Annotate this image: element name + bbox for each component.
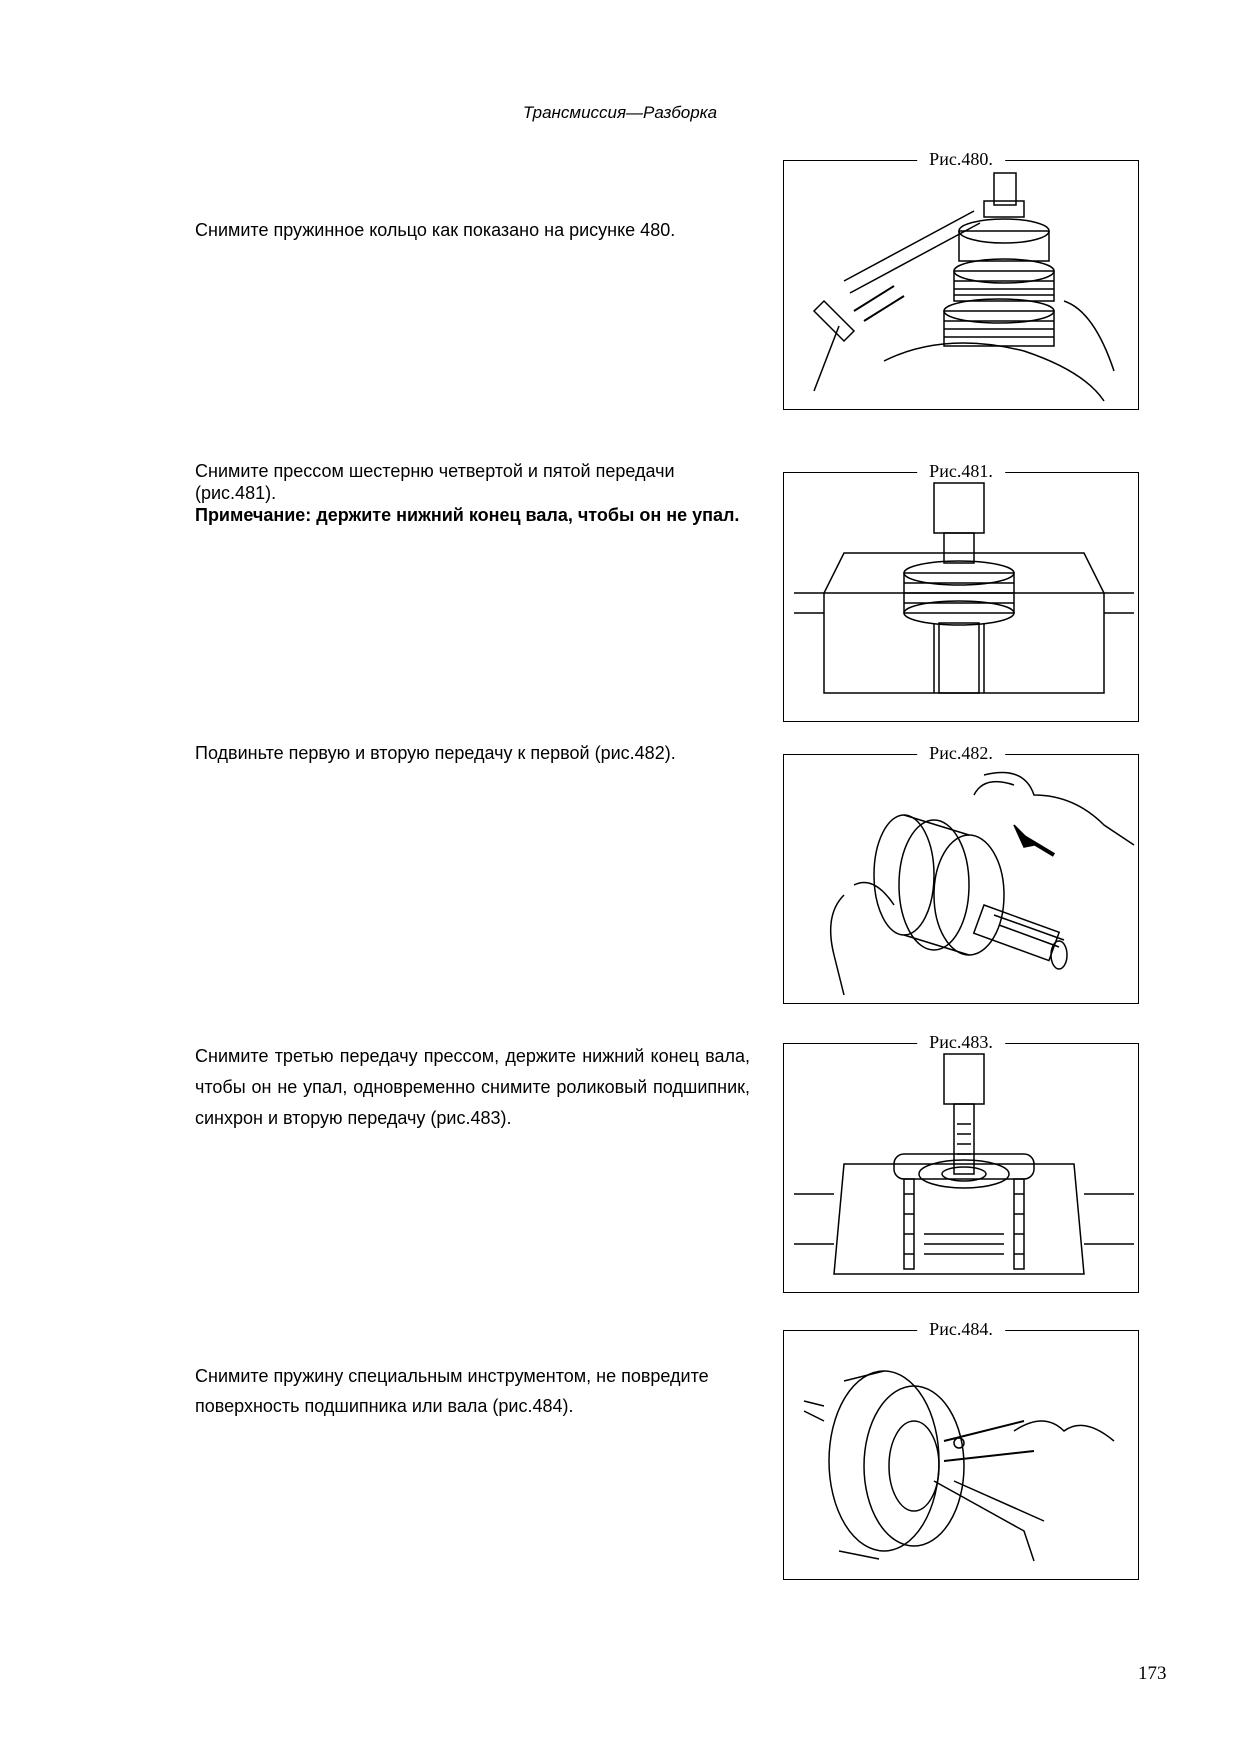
page-header: Трансмиссия—Разборка [522, 103, 718, 122]
step-note-2: Примечание: держите нижний конец вала, чтобы он не упал. [195, 505, 740, 525]
press-bearing-removal-illustration [784, 1044, 1138, 1292]
figure-481 [783, 461, 1139, 722]
figure-482 [783, 743, 1139, 1004]
gear-slide-illustration [784, 755, 1138, 1003]
step-text-3: Подвиньте первую и вторую передачу к первой (рис.482). [195, 743, 676, 763]
gear-shaft-snap-ring-illustration [784, 161, 1138, 409]
figure-caption-484: Рис.484. [917, 1319, 1005, 1340]
page-number: 173 [1138, 1663, 1167, 1684]
step-text-2-main: Снимите прессом шестерню четвертой и пятой передачи (рис.481). [195, 461, 675, 503]
step-text-1: Снимите пружинное кольцо как показано на рисунке 480. [195, 220, 676, 240]
figure-480 [783, 149, 1139, 410]
figure-caption-482: Рис.482. [917, 743, 1005, 764]
snap-ring-pliers-illustration [784, 1331, 1138, 1579]
step-text-5: Снимите пружину специальным инструментом, не повредите поверхность подшипника или вала (рис.484). [195, 1366, 709, 1416]
figure-483 [783, 1032, 1139, 1293]
press-gear-removal-illustration [784, 473, 1138, 721]
step-text-2 [195, 460, 750, 526]
step-text-4: Снимите третью передачу прессом, держите нижний конец вала, чтобы он не упал, одновременно снимите роликовый подшипник, синхрон и вторую передачу (рис.483). [195, 1046, 750, 1128]
figure-caption-481: Рис.481. [917, 461, 1005, 482]
figure-caption-483: Рис.483. [917, 1032, 1005, 1053]
figure-484 [783, 1319, 1139, 1580]
figure-caption-480: Рис.480. [917, 149, 1005, 170]
